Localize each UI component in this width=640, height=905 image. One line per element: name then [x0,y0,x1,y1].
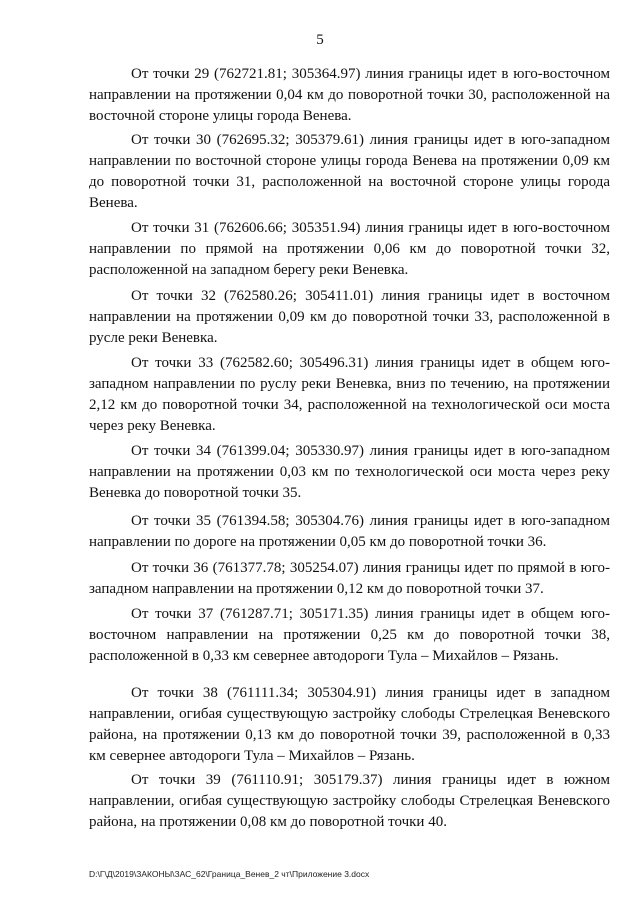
paragraph-point-39: От точки 39 (761110.91; 305179.37) линия границы идет в южном направлении, огибая существующую застройку слободы Стрелецкая Веневского района, на протяжении 0,08 км до поворотной точки 40. [89,772,610,830]
paragraph-point-33: От точки 33 (762582.60; 305496.31) линия границы идет в общем юго-западном направлении по руслу реки Веневка, вниз по течению, на протяжении 2,12 км до поворотной точки 34, расположенной на технологической оси моста через реку Веневка. [89,355,610,434]
paragraph-point-36: От точки 36 (761377.78; 305254.07) линия границы идет по прямой в юго-западном направлении на протяжении 0,12 км до поворотной точки 37. [89,560,610,597]
paragraph-point-31: От точки 31 (762606.66; 305351.94) линия границы идет в юго-восточном направлении по прямой на протяжении 0,06 км до поворотной точки 32, расположенной на западном берегу реки Веневка. [89,220,610,278]
paragraph-point-30: От точки 30 (762695.32; 305379.61) линия границы идет в юго-западном направлении по восточной стороне улицы города Венева на протяжении 0,09 км до поворотной точки 31, расположенной на восточной стороне улицы города Венева. [89,132,610,211]
paragraph-point-37: От точки 37 (761287.71; 305171.35) линия границы идет в общем юго-восточном направлении на протяжении 0,25 км до поворотной точки 38, расположенной в 0,33 км севернее автодороги Тула – Михайлов – Рязань. [89,606,610,664]
page-number: 5 [316,32,324,48]
paragraph-point-32: От точки 32 (762580.26; 305411.01) линия границы идет в восточном направлении на протяжении 0,09 км до поворотной точки 33, расположенной в русле реки Веневка. [89,288,610,346]
footer-file-path: D:\Г\Д\2019\ЗАКОНЫ\ЗАС_62\Граница_Венев_2 чт\Приложение 3.docx [89,869,370,879]
paragraph-point-29: От точки 29 (762721.81; 305364.97) линия границы идет в юго-восточном направлении на протяжении 0,04 км до поворотной точки 30, расположенной на восточной стороне улицы города Венева. [89,66,610,124]
paragraph-point-35: От точки 35 (761394.58; 305304.76) линия границы идет в юго-западном направлении по дороге на протяжении 0,05 км до поворотной точки 36. [89,513,610,550]
paragraph-point-34: От точки 34 (761399.04; 305330.97) линия границы идет в юго-западном направлении на протяжении 0,03 км по технологической оси моста через реку Веневка до поворотной точки 35. [89,443,610,501]
paragraph-point-38: От точки 38 (761111.34; 305304.91) линия границы идет в западном направлении, огибая существующую застройку слободы Стрелецкая Веневского района, на протяжении 0,13 км до поворотной точки 39, расположенной в 0,33 км севернее автодороги Тула – Михайлов – Рязань. [89,685,610,764]
